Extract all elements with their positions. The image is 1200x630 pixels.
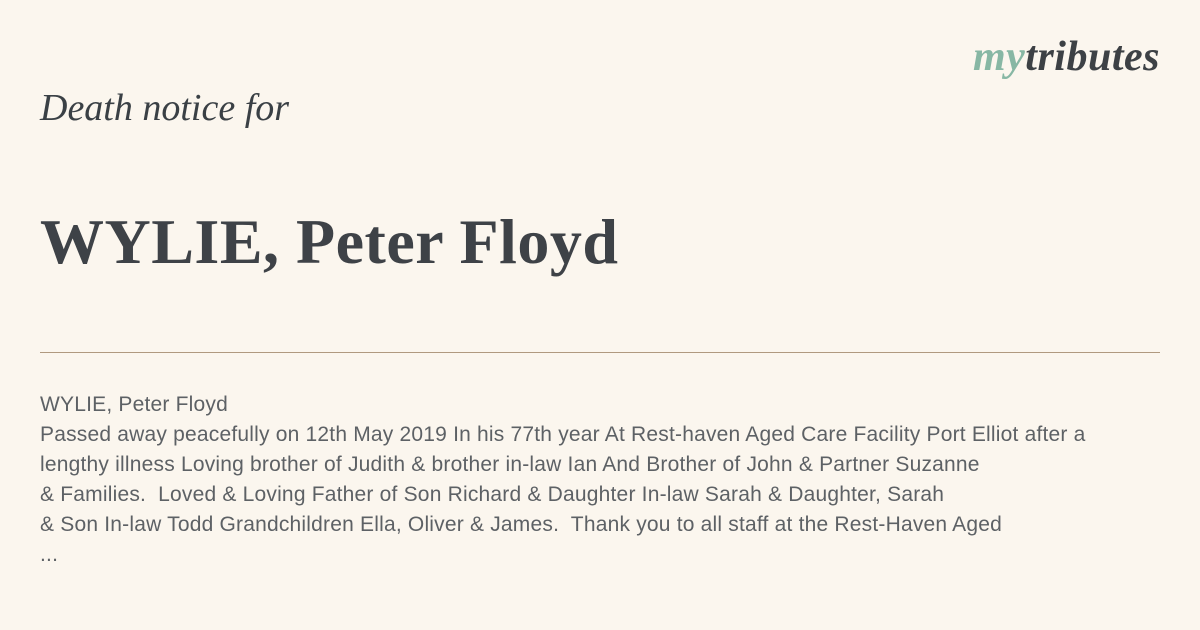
obituary-ellipsis: ... (40, 543, 59, 566)
obituary-line: lengthy illness Loving brother of Judith & brother in-law Ian And Brother of John & Partner Suzanne (40, 453, 980, 476)
obituary-line: & Families. Loved & Loving Father of Son Richard & Daughter In-law Sarah & Daughter, Sarah (40, 483, 945, 506)
logo-suffix: tributes (1025, 34, 1160, 80)
deceased-name-title: WYLIE, Peter Floyd (40, 206, 619, 277)
obituary-line: WYLIE, Peter Floyd (40, 393, 228, 416)
notice-kicker: Death notice for (40, 87, 290, 129)
divider-rule (40, 352, 1160, 353)
mytributes-logo (973, 36, 1160, 78)
logo-prefix: my (972, 34, 1026, 80)
obituary-line: & Son In-law Todd Grandchildren Ella, Oliver & James. Thank you to all staff at the Rest-Haven Aged (40, 513, 1002, 536)
obituary-line: Passed away peacefully on 12th May 2019 In his 77th year At Rest-haven Aged Care Facility Port Elliot after a (40, 423, 1086, 446)
obituary-text (40, 390, 1160, 570)
